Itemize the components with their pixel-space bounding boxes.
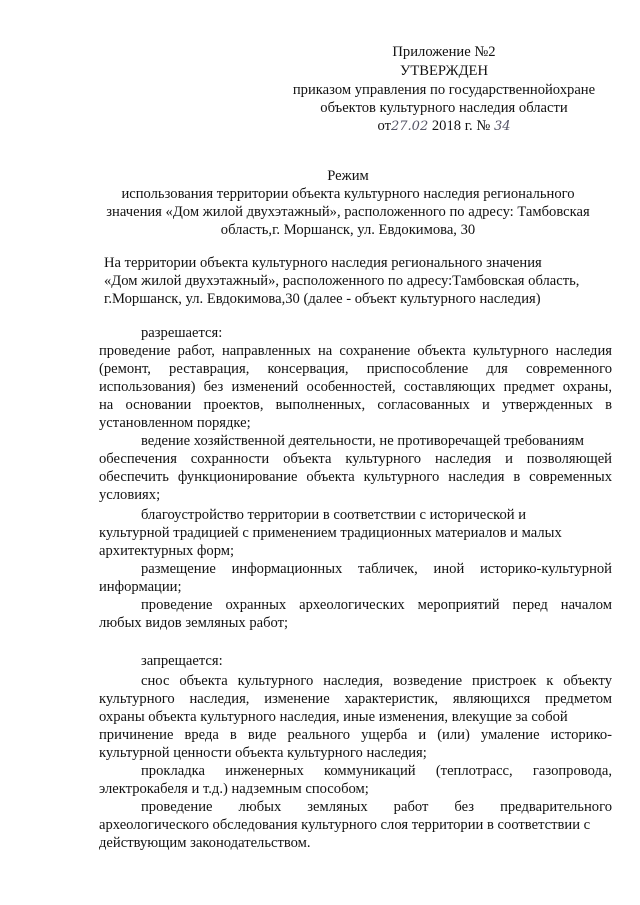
allowed-line: информации; xyxy=(99,579,182,595)
title-line-1: Режим xyxy=(327,168,369,184)
title-line-2: использования территории объекта культурного наследия регионального xyxy=(121,186,575,202)
forbidden-line: культурной ценности объекта культурного наследия; xyxy=(99,745,427,761)
allowed-line: любых видов земляных работ; xyxy=(99,615,289,631)
allowed-line: архитектурных форм; xyxy=(99,543,235,559)
title-line-4: область,г. Моршанск, ул. Евдокимова, 30 xyxy=(220,222,476,238)
allowed-line: обеспечения сохранности объекта культурного наследия и позволяющей xyxy=(99,451,612,467)
year-number-label: 2018 г. № xyxy=(431,118,491,134)
approved-label: УТВЕРЖДЕН xyxy=(400,63,488,79)
forbidden-line: действующим законодательством. xyxy=(99,835,311,851)
date-prefix: от xyxy=(377,118,391,134)
order-line-1: приказом управления по государственнойохране xyxy=(292,82,596,98)
forbidden-line: археологического обследования культурного слоя территории в соответствии с xyxy=(99,817,591,833)
forbidden-line: проведение любых земляных работ без предварительного xyxy=(141,799,612,815)
allowed-line: проведение охранных археологических мероприятий перед началом xyxy=(141,597,612,613)
forbidden-line: прокладка инженерных коммуникаций (теплотрасс, газопровода, xyxy=(141,763,612,779)
title-line-3: значения «Дом жилой двухэтажный», расположенного по адресу: Тамбовская xyxy=(106,204,590,220)
order-date-line xyxy=(258,117,630,136)
forbidden-line: электрокабеля и т.д.) надземным способом; xyxy=(99,781,369,797)
allowed-line: размещение информационных табличек, иной историко-культурной xyxy=(141,561,612,577)
forbidden-line: охраны объекта культурного наследия, иные изменения, влекущие за собой xyxy=(99,709,568,725)
forbidden-line: культурного наследия, изменение характеристик, являющихся предметом xyxy=(99,691,612,707)
forbidden-heading: запрещается: xyxy=(141,653,223,669)
intro-line: г.Моршанск, ул. Евдокимова,30 (далее - объект культурного наследия) xyxy=(104,291,541,307)
allowed-line: (ремонт, реставрация, консервация, приспособление для современного xyxy=(99,361,612,377)
allowed-line: ведение хозяйственной деятельности, не противоречащей требованиям xyxy=(141,433,585,449)
intro-line: На территории объекта культурного наследия регионального значения xyxy=(104,255,542,271)
forbidden-line: причинение вреда в виде реального ущерба и (или) умаление историко- xyxy=(99,727,612,743)
allowed-line: благоустройство территории в соответствии с исторической и xyxy=(141,507,527,523)
allowed-line: культурной традицией с применением традиционных материалов и малых xyxy=(99,525,562,541)
allowed-line: проведение работ, направленных на сохранение объекта культурного наследия xyxy=(99,343,612,359)
forbidden-line: снос объекта культурного наследия, возведение пристроек к объекту xyxy=(141,673,612,689)
allowed-line: условиях; xyxy=(99,487,161,503)
handwritten-date: 27.02 xyxy=(391,119,429,134)
allowed-line: использования) без изменений особенностей, составляющих предмет охраны, xyxy=(99,379,612,395)
order-line-2: объектов культурного наследия области xyxy=(320,100,568,116)
intro-line: «Дом жилой двухэтажный», расположенного по адресу:Тамбовская область, xyxy=(104,273,580,289)
allowed-line: на основании проектов, выполненных, согласованных и утвержденных в xyxy=(99,397,612,413)
appendix-label: Приложение №2 xyxy=(392,44,496,60)
allowed-line: обеспечить функционирование объекта культурного наследия в современных xyxy=(99,469,612,485)
allowed-heading: разрешается: xyxy=(141,325,223,341)
allowed-line: установленном порядке; xyxy=(99,415,251,431)
handwritten-number: 34 xyxy=(493,119,511,134)
